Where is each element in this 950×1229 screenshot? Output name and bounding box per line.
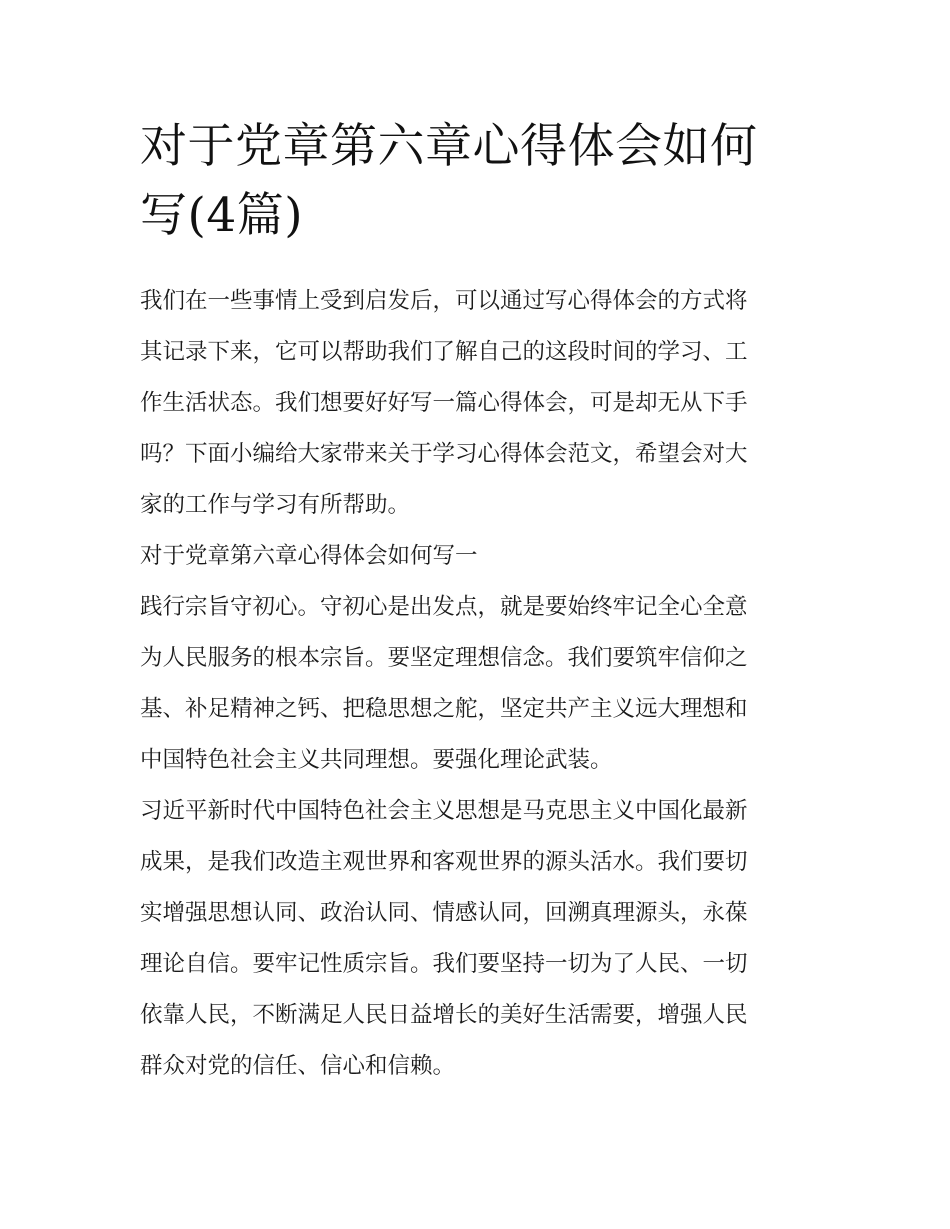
intro-paragraph — [140, 276, 812, 531]
body-paragraph — [140, 582, 812, 786]
text-line: 群众对党的信任、信心和信赖。 — [140, 1053, 456, 1079]
text-line: 其记录下来，它可以帮助我们了解自己的这段时间的学习、工 — [140, 339, 748, 365]
text-line: 对于党章第六章心得体会如何写一 — [140, 543, 478, 569]
document-page — [140, 112, 812, 1092]
text-line: 基、补足精神之钙、把稳思想之舵，坚定共产主义远大理想和 — [140, 696, 748, 722]
text-line: 习近平新时代中国特色社会主义思想是马克思主义中国化最新 — [140, 798, 748, 824]
section-heading — [140, 531, 812, 582]
document-title — [140, 112, 812, 250]
title-line: 对于党章第六章心得体会如何 — [140, 119, 758, 174]
text-line: 为人民服务的根本宗旨。要坚定理想信念。我们要筑牢信仰之 — [140, 645, 748, 671]
text-line: 家的工作与学习有所帮助。 — [140, 492, 411, 518]
text-line: 成果，是我们改造主观世界和客观世界的源头活水。我们要切 — [140, 849, 748, 875]
text-line: 作生活状态。我们想要好好写一篇心得体会，可是却无从下手 — [140, 390, 748, 416]
text-line: 吗？下面小编给大家带来关于学习心得体会范文，希望会对大 — [140, 441, 748, 467]
text-line: 践行宗旨守初心。守初心是出发点，就是要始终牢记全心全意 — [140, 594, 748, 620]
text-line: 我们在一些事情上受到启发后，可以通过写心得体会的方式将 — [140, 288, 748, 314]
text-line: 实增强思想认同、政治认同、情感认同，回溯真理源头，永葆 — [140, 900, 748, 926]
text-line: 理论自信。要牢记性质宗旨。我们要坚持一切为了人民、一切 — [140, 951, 748, 977]
text-line: 中国特色社会主义共同理想。要强化理论武装。 — [140, 747, 613, 773]
body-paragraph — [140, 786, 812, 1092]
text-line: 依靠人民，不断满足人民日益增长的美好生活需要，增强人民 — [140, 1002, 748, 1028]
title-line: 写(4篇) — [140, 188, 304, 243]
